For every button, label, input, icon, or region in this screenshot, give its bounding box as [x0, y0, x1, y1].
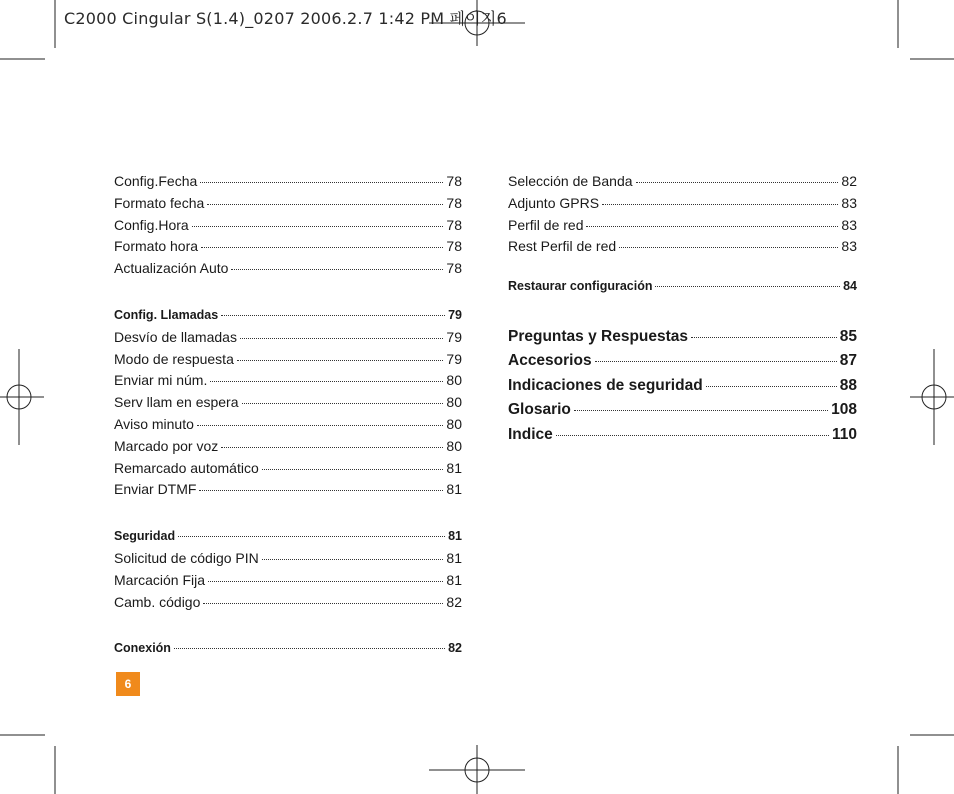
toc-section-connection [114, 638, 462, 660]
toc-entry[interactable]: Marcado por voz 80 [114, 437, 462, 454]
toc-entry[interactable]: Selección de Banda 82 [508, 173, 857, 189]
page-number-badge: 6 [116, 672, 140, 696]
toc-entry[interactable]: Aviso minuto 80 [114, 415, 462, 432]
toc-entry[interactable]: Config.Hora 78 [114, 216, 462, 233]
toc-entry[interactable]: Rest Perfil de red 83 [508, 238, 857, 255]
toc-heading[interactable]: Config. Llamadas 79 [114, 307, 462, 322]
toc-chapter[interactable]: Accesorios 87 [508, 352, 857, 370]
toc-entry[interactable]: Enviar mi núm. 80 [114, 372, 462, 389]
toc-entry[interactable]: Perfil de red 83 [508, 216, 857, 233]
toc-chapter[interactable]: Indicaciones de seguridad 88 [508, 376, 857, 394]
toc-entry[interactable]: Marcación Fija 81 [114, 571, 462, 588]
toc-left-column [114, 171, 462, 660]
toc-entry[interactable]: Formato fecha 78 [114, 194, 462, 211]
toc-right-column [508, 171, 857, 447]
toc-chapter[interactable]: Glosario 108 [508, 401, 857, 419]
toc-heading[interactable]: Seguridad 81 [114, 529, 462, 544]
toc-entry[interactable]: Remarcado automático 81 [114, 459, 462, 476]
toc-heading-reset[interactable]: Restaurar configuración 84 [508, 279, 857, 294]
toc-heading[interactable]: Conexión 82 [114, 641, 462, 656]
toc-section-network [508, 171, 857, 258]
toc-chapter[interactable]: Indice 110 [508, 425, 857, 443]
toc-major-chapters [508, 325, 857, 448]
toc-entry[interactable]: Config.Fecha 78 [114, 173, 462, 189]
toc-entry[interactable]: Actualización Auto 78 [114, 260, 462, 277]
toc-entry[interactable]: Adjunto GPRS 83 [508, 194, 857, 211]
toc-entry[interactable]: Modo de respuesta 79 [114, 350, 462, 367]
toc-section-call-settings [114, 305, 462, 501]
toc-entry[interactable]: Camb. código 82 [114, 593, 462, 610]
toc-entry[interactable]: Solicitud de código PIN 81 [114, 549, 462, 566]
toc-section-security [114, 526, 462, 613]
toc-entry[interactable]: Formato hora 78 [114, 238, 462, 255]
toc-section-date-time [114, 171, 462, 280]
toc-entry[interactable]: Desvío de llamadas 79 [114, 328, 462, 345]
toc-entry[interactable]: Serv llam en espera 80 [114, 394, 462, 411]
toc-entry[interactable]: Enviar DTMF 81 [114, 481, 462, 498]
print-slug: C2000 Cingular S(1.4)_0207 2006.2.7 1:42 PM 페이지6 [64, 9, 507, 28]
toc-chapter[interactable]: Preguntas y Respuestas 85 [508, 327, 857, 345]
